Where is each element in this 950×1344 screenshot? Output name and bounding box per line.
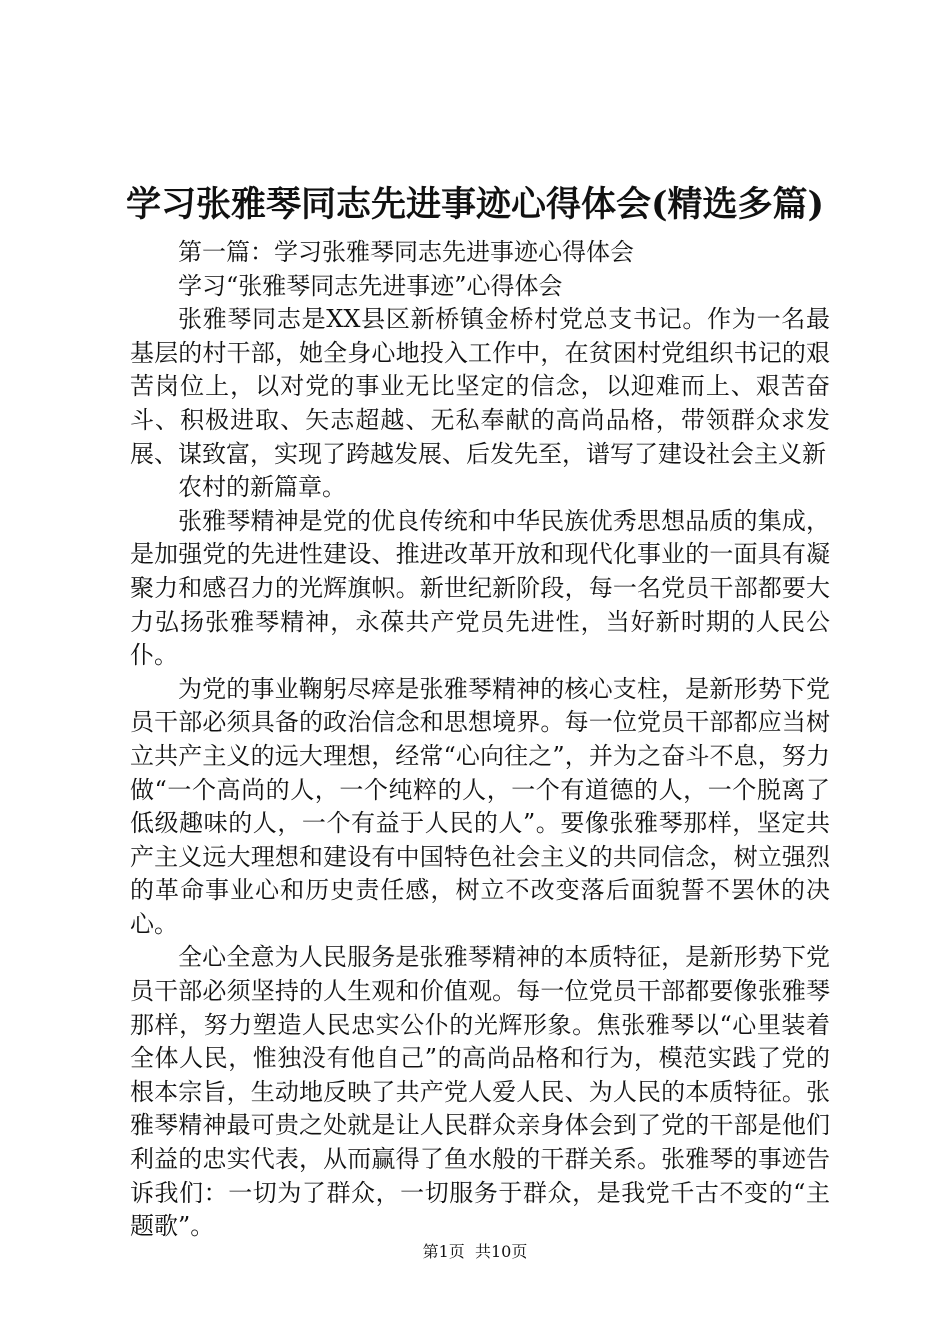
- page-number: 第1页: [422, 1242, 465, 1261]
- document-body: [130, 236, 830, 1244]
- subheading: 学习“张雅琴同志先进事迹”心得体会: [178, 271, 563, 300]
- paragraph-core-pillar: 为党的事业鞠躬尽瘁是张雅琴精神的核心支柱，是新形势下党员干部必须具备的政治信念和思想境界。每一位党员干部都应当树立共产主义的远大理想，经常“心向往之”，并为之奋斗不息，努力做“一个高尚的人，一个纯粹的人，一个有道德的人，一个脱离了低级趣味的人，一个有益于人民的人”。要像张雅琴那样，坚定共产主义远大理想和建设有中国特色社会主义的共同信念，树立强烈的革命事业心和历史责任感，树立不改变落后面貌誓不罢休的决心。: [130, 674, 830, 938]
- paragraph-continuation: 农村的新篇章。: [178, 473, 346, 502]
- paragraph-spirit: 张雅琴精神是党的优良传统和中华民族优秀思想品质的集成，是加强党的先进性建设、推进改革开放和现代化事业的一面具有凝聚力和感召力的光辉旗帜。新世纪新阶段，每一名党员干部都要大力弘扬张雅琴精神，永葆共产党员先进性，当好新时期的人民公仆。: [130, 506, 830, 670]
- document-title: 学习张雅琴同志先进事迹心得体会(精选多篇): [125, 184, 825, 225]
- paragraph-serve-people: 全心全意为人民服务是张雅琴精神的本质特征，是新形势下党员干部必须坚持的人生观和价值观。每一位党员干部都要像张雅琴那样，努力塑造人民忠实公仆的光辉形象。焦张雅琴以“心里装着全体人民，惟独没有他自己”的高尚品格和行为，模范实践了党的根本宗旨，生动地反映了共产党人爱人民、为人民的本质特征。张雅琴精神最可贵之处就是让人民群众亲身体会到了党的干部是他们利益的忠实代表，从而赢得了鱼水般的干群关系。张雅琴的事迹告诉我们：一切为了群众，一切服务于群众，是我党千古不变的“主题歌”。: [130, 943, 830, 1241]
- footer-spacer: [465, 1242, 475, 1261]
- page-total: 共10页: [474, 1242, 528, 1261]
- page-footer: [0, 1240, 950, 1264]
- paragraph-intro: 张雅琴同志是XX县区新桥镇金桥村党总支书记。作为一名最基层的村干部，她全身心地投入工作中，在贫困村党组织书记的艰苦岗位上，以对党的事业无比坚定的信念，以迎难而上、艰苦奋斗、积极进取、矢志超越、无私奉献的高尚品格，带领群众求发展、谋致富，实现了跨越发展、后发先至，谱写了建设社会主义新: [130, 305, 830, 468]
- section-heading: 第一篇：学习张雅琴同志先进事迹心得体会: [178, 238, 634, 266]
